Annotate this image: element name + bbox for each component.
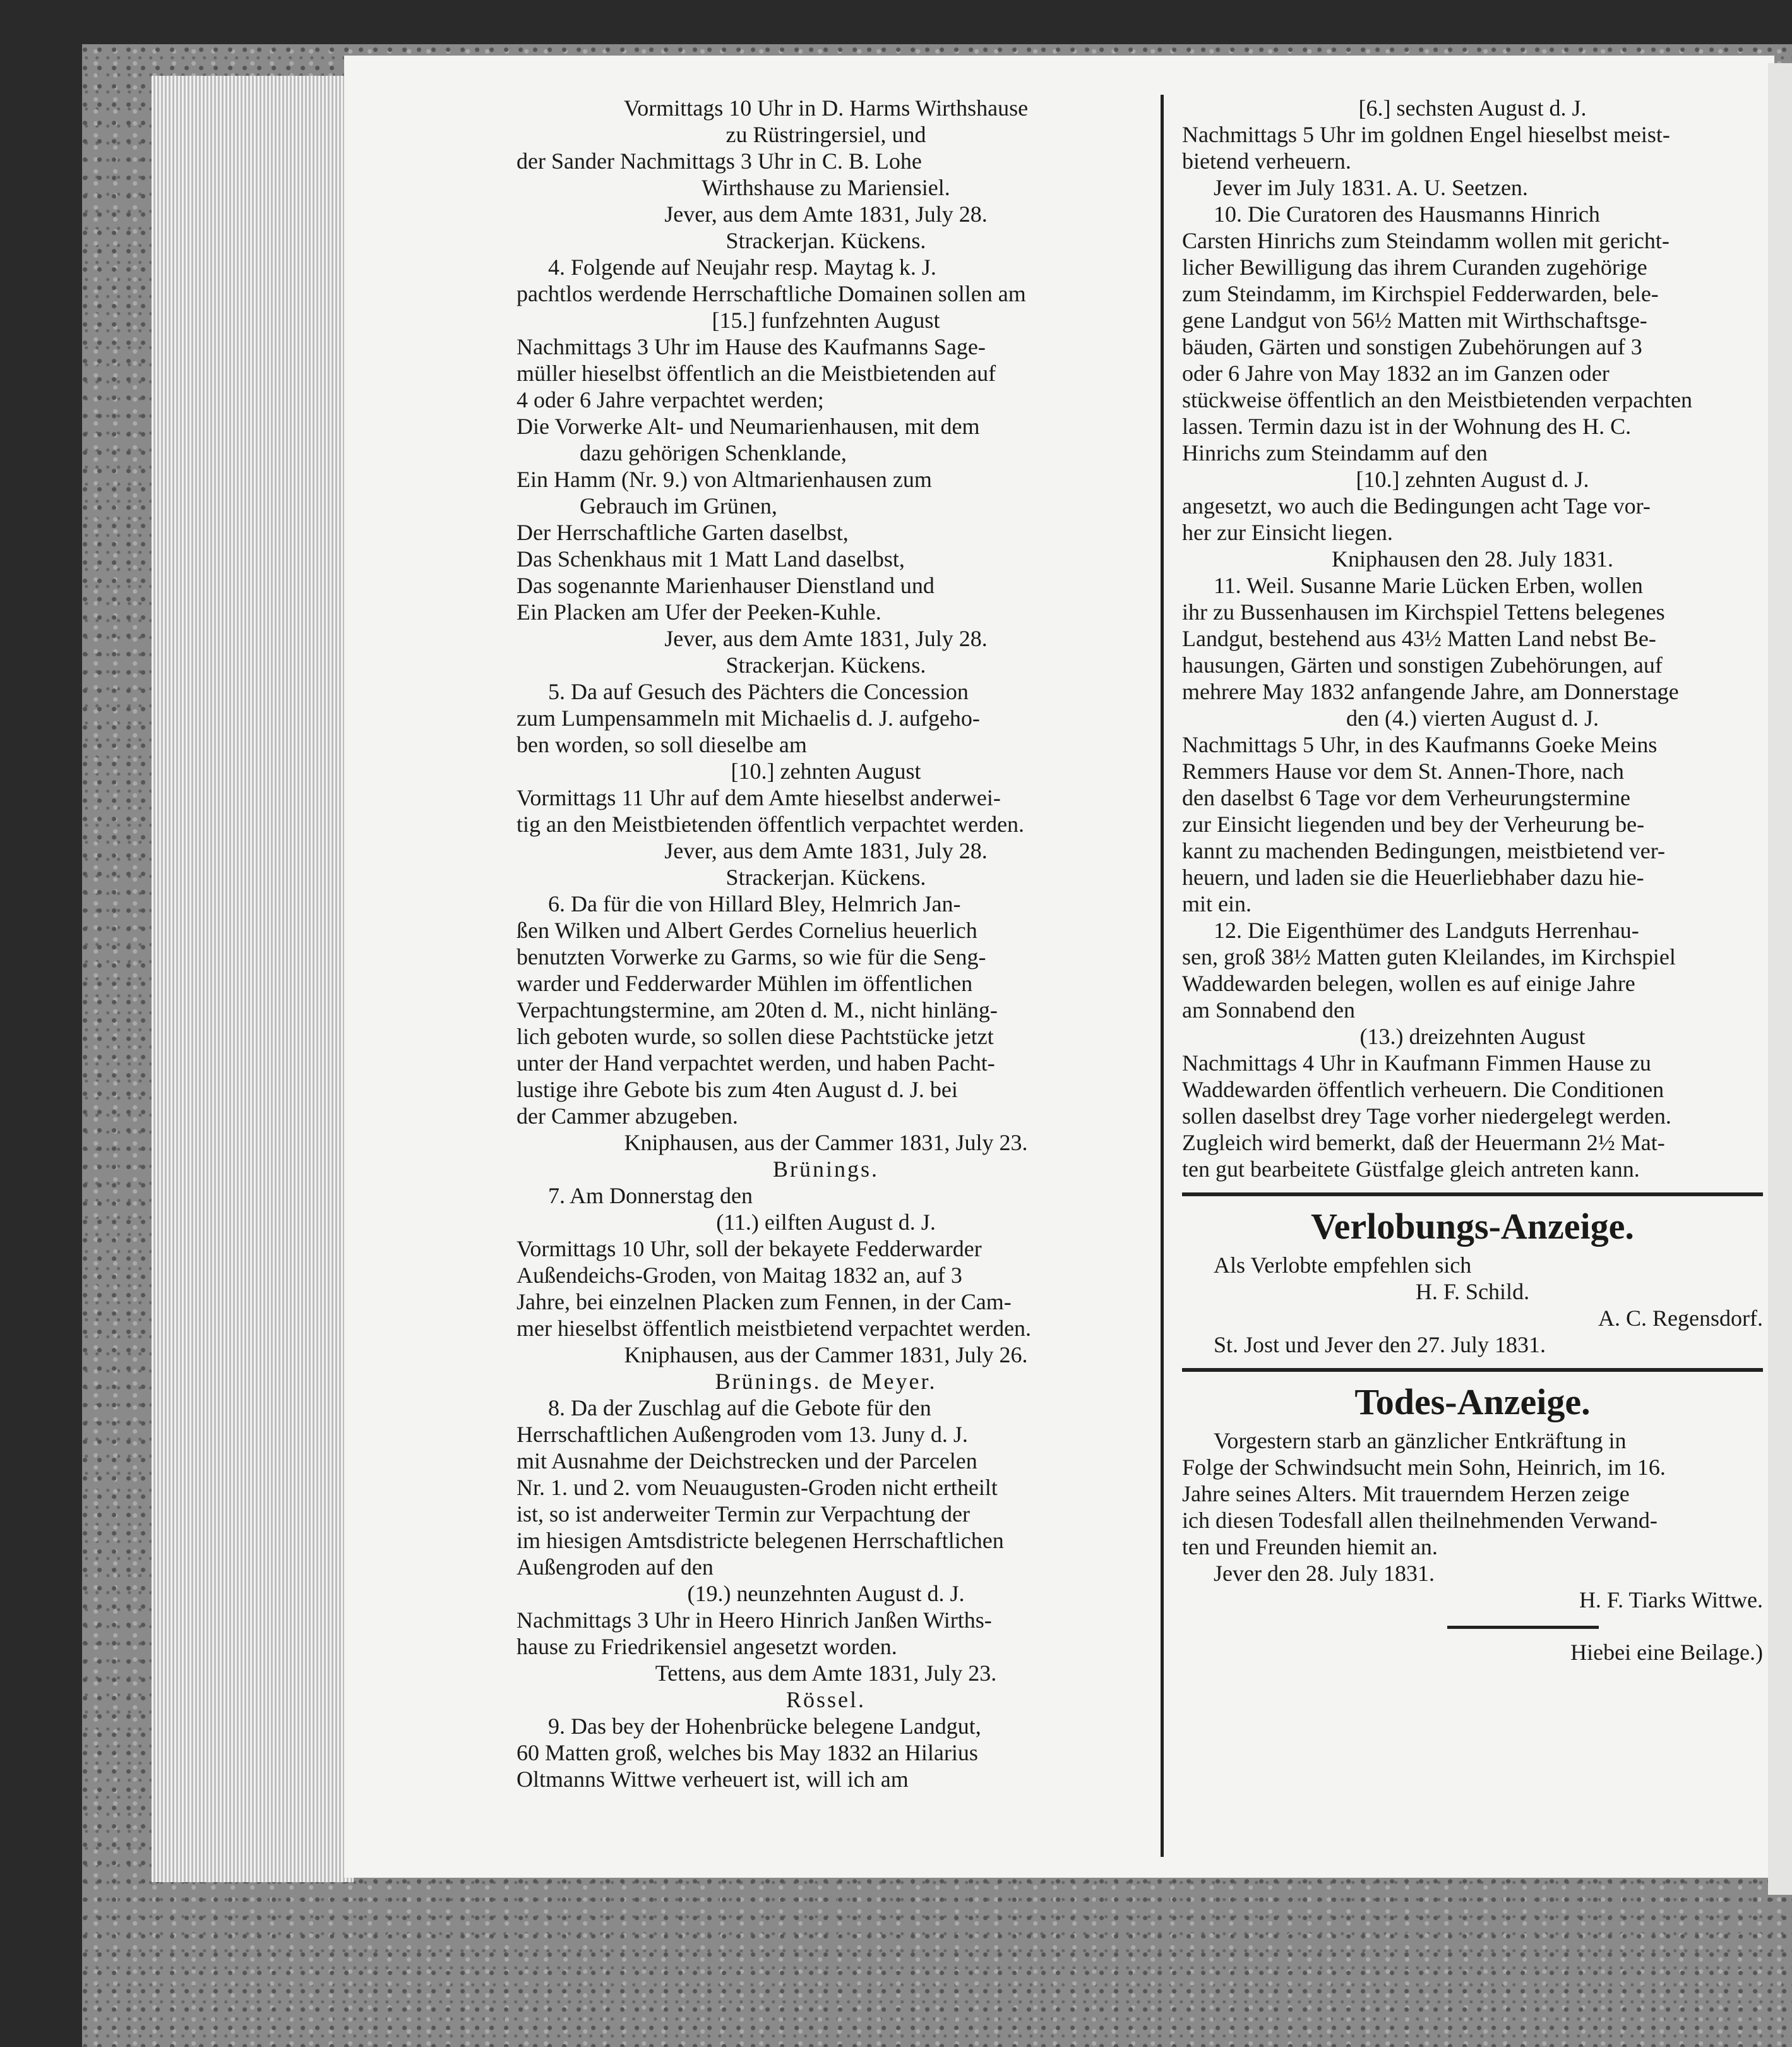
death-heading: Todes-Anzeige.	[1354, 1381, 1591, 1422]
text-line: heuern, und laden sie die Heuerliebhaber dazu hie-	[1182, 865, 1644, 890]
text-line: kannt zu machenden Bedingungen, meistbietend ver-	[1182, 838, 1666, 863]
text-line: dazu gehörigen Schenklande,	[580, 440, 847, 465]
text-line: Kniphausen, aus der Cammer 1831, July 26.	[624, 1342, 1028, 1367]
text-line: Jever im July 1831. A. U. Seetzen.	[1214, 175, 1528, 200]
text-line: den daselbst 6 Tage vor dem Verheurungstermine	[1182, 785, 1630, 810]
text-line: Nachmittags 5 Uhr im goldnen Engel hieselbst meist-	[1182, 122, 1670, 147]
text-line: stückweise öffentlich an den Meistbietenden verpachten	[1182, 387, 1693, 412]
text-line: zum Lumpensammeln mit Michaelis d. J. aufgeho-	[517, 705, 980, 731]
text-line: mehrere May 1832 anfangende Jahre, am Donnerstage	[1182, 679, 1679, 704]
text-line: Jever, aus dem Amte 1831, July 28.	[664, 838, 988, 863]
text-line: Jever, aus dem Amte 1831, July 28.	[664, 626, 988, 651]
text-line: licher Bewilligung das ihrem Curanden zugehörige	[1182, 255, 1647, 280]
text-line: zu Rüstringersiel, und	[726, 122, 926, 147]
text-line: hausungen, Gärten und sonstigen Zubehörungen, auf	[1182, 652, 1663, 678]
text-line: benutzten Vorwerke zu Garms, so wie für die Seng-	[517, 944, 986, 969]
text-line: Herrschaftlichen Außengroden vom 13. Juny d. J.	[517, 1422, 968, 1447]
text-line: müller hieselbst öffentlich an die Meistbietenden auf	[517, 361, 996, 386]
text-line: ßen Wilken und Albert Gerdes Cornelius heuerlich	[517, 918, 977, 943]
text-line: 10. Die Curatoren des Hausmanns Hinrich	[1214, 201, 1600, 227]
text-line: Jever den 28. July 1831.	[1214, 1561, 1435, 1586]
text-line: Zugleich wird bemerkt, daß der Heuermann 2½ Mat-	[1182, 1130, 1665, 1155]
text-line: zum Steindamm, im Kirchspiel Fedderwarden, bele-	[1182, 281, 1659, 306]
text-line: sollen daselbst drey Tage vorher niedergelegt werden.	[1182, 1103, 1671, 1129]
text-line: Oltmanns Wittwe verheuert ist, will ich am	[517, 1767, 909, 1792]
text-line: hause zu Friedrikensiel angesetzt worden.	[517, 1634, 897, 1659]
text-line: Vormittags 10 Uhr in D. Harms Wirthshause	[623, 95, 1029, 121]
text-line: Jahre seines Alters. Mit trauerndem Herzen zeige	[1182, 1481, 1630, 1506]
text-line: pachtlos werdende Herrschaftliche Domainen sollen am	[517, 281, 1026, 306]
text-line: Vormittags 10 Uhr, soll der bekayete Fedderwarder	[517, 1236, 982, 1261]
text-line: 5. Da auf Gesuch des Pächters die Concession	[548, 679, 969, 704]
text-line: warder und Fedderwarder Mühlen im öffentlichen	[517, 971, 973, 996]
column-divider	[1161, 95, 1164, 1857]
supplement-note: Hiebei eine Beilage.)	[1570, 1640, 1763, 1665]
text-line: Strackerjan. Kückens.	[726, 865, 926, 890]
text-line: Nr. 1. und 2. vom Neuaugusten-Groden nicht ertheilt	[517, 1475, 998, 1500]
text-line: Kniphausen, aus der Cammer 1831, July 23.	[624, 1130, 1028, 1155]
text-line: (11.) eilften August d. J.	[716, 1210, 936, 1235]
text-line: mit Ausnahme der Deichstrecken und der Parcelen	[517, 1448, 977, 1474]
death-notice	[1182, 1427, 1763, 1613]
text-line: Brünings. de Meyer.	[715, 1369, 937, 1394]
text-line: [6.] sechsten August d. J.	[1358, 95, 1587, 121]
text-line: her zur Einsicht liegen.	[1182, 520, 1393, 545]
text-line: lassen. Termin dazu ist in der Wohnung des H. C.	[1182, 414, 1632, 439]
text-line: bietend verheuern.	[1182, 148, 1351, 174]
text-line: Waddewarden belegen, wollen es auf einige Jahre	[1182, 971, 1635, 996]
short-rule	[1447, 1626, 1599, 1629]
text-line: ten und Freunden hiemit an.	[1182, 1534, 1438, 1559]
text-line: Außendeichs-Groden, von Maitag 1832 an, auf 3	[517, 1263, 962, 1288]
text-line: Der Herrschaftliche Garten daselbst,	[517, 520, 849, 545]
text-line: Folge der Schwindsucht mein Sohn, Heinrich, im 16.	[1182, 1455, 1666, 1480]
text-line: zur Einsicht liegenden und bey der Verheurung be-	[1182, 812, 1645, 837]
text-line: ten gut bearbeitete Güstfalge gleich antreten kann.	[1182, 1156, 1640, 1182]
text-line: Strackerjan. Kückens.	[726, 652, 926, 678]
text-line: Carsten Hinrichs zum Steindamm wollen mit gericht-	[1182, 228, 1670, 253]
text-line: Rössel.	[785, 1687, 866, 1712]
text-line: Ein Placken am Ufer der Peeken-Kuhle.	[517, 599, 881, 625]
text-line: mer hieselbst öffentlich meistbietend verpachtet werden.	[517, 1316, 1032, 1341]
text-line: Tettens, aus dem Amte 1831, July 23.	[655, 1660, 997, 1686]
text-line: Nachmittags 5 Uhr, in des Kaufmanns Goeke Meins	[1182, 732, 1658, 757]
text-line: der Cammer abzugeben.	[517, 1103, 738, 1129]
text-line: Jever, aus dem Amte 1831, July 28.	[664, 201, 988, 227]
text-line: im hiesigen Amtsdistricte belegenen Herrschaftlichen	[517, 1528, 1004, 1553]
text-line: angesetzt, wo auch die Bedingungen acht Tage vor-	[1182, 493, 1651, 519]
text-line: Waddewarden öffentlich verheuern. Die Conditionen	[1182, 1077, 1664, 1102]
text-line: Die Vorwerke Alt- und Neumarienhausen, mit dem	[517, 414, 980, 439]
right-column	[1182, 95, 1763, 1666]
text-line: gene Landgut von 56½ Matten mit Wirthschaftsge-	[1182, 308, 1647, 333]
text-line: ich diesen Todesfall allen theilnehmenden Verwand-	[1182, 1508, 1658, 1533]
text-line: Nachmittags 3 Uhr in Heero Hinrich Janßen Wirths-	[517, 1607, 992, 1633]
text-line: 11. Weil. Susanne Marie Lücken Erben, wollen	[1214, 573, 1643, 598]
text-line: Jahre, bei einzelnen Placken zum Fennen, in der Cam-	[517, 1289, 1012, 1314]
text-line: den (4.) vierten August d. J.	[1346, 705, 1599, 731]
text-line: (19.) neunzehnten August d. J.	[687, 1581, 965, 1606]
text-line: 60 Matten groß, welches bis May 1832 an Hilarius	[517, 1740, 978, 1765]
text-line: Nachmittags 4 Uhr in Kaufmann Fimmen Hause zu	[1182, 1050, 1651, 1076]
text-line: H. F. Tiarks Wittwe.	[1579, 1587, 1763, 1612]
text-line: lich geboten wurde, so sollen diese Pachtstücke jetzt	[517, 1024, 994, 1049]
left-column	[517, 95, 1135, 1792]
text-line: ist, so ist anderweiter Termin zur Verpachtung der	[517, 1501, 970, 1527]
text-line: Als Verlobte empfehlen sich	[1214, 1252, 1472, 1278]
text-line: sen, groß 38½ Matten guten Kleilandes, im Kirchspiel	[1182, 944, 1676, 969]
text-line: Gebrauch im Grünen,	[580, 493, 777, 519]
text-line: oder 6 Jahre von May 1832 an im Ganzen oder	[1182, 361, 1610, 386]
text-line: (13.) dreizehnten August	[1359, 1024, 1586, 1049]
text-line: Wirthshause zu Mariensiel.	[702, 175, 950, 200]
text-line: Vorgestern starb an gänzlicher Entkräftung in	[1214, 1428, 1627, 1453]
text-line: 12. Die Eigenthümer des Landguts Herrenhau-	[1214, 918, 1639, 943]
text-line: lustige ihre Gebote bis zum 4ten August d. J. bei	[517, 1077, 958, 1102]
text-line: Remmers Hause vor dem St. Annen-Thore, nach	[1182, 759, 1624, 784]
text-line: Hinrichs zum Steindamm auf den	[1182, 440, 1488, 465]
text-line: Vormittags 11 Uhr auf dem Amte hieselbst anderwei-	[517, 785, 1001, 810]
section-rule	[1182, 1192, 1763, 1196]
text-line: am Sonnabend den	[1182, 997, 1355, 1023]
engagement-notice	[1182, 1252, 1763, 1358]
text-line: St. Jost und Jever den 27. July 1831.	[1214, 1332, 1546, 1357]
text-line: Nachmittags 3 Uhr im Hause des Kaufmanns Sage-	[517, 334, 986, 359]
text-line: [15.] funfzehnten August	[712, 308, 940, 333]
text-line: 8. Da der Zuschlag auf die Gebote für den	[548, 1395, 931, 1420]
text-line: unter der Hand verpachtet werden, und haben Pacht-	[517, 1050, 995, 1076]
text-line: ben worden, so soll dieselbe am	[517, 732, 807, 757]
text-line: Ein Hamm (Nr. 9.) von Altmarienhausen zum	[517, 467, 932, 492]
text-line: 6. Da für die von Hillard Bley, Helmrich Jan-	[548, 891, 961, 916]
text-line: [10.] zehnten August d. J.	[1356, 467, 1589, 492]
text-line: 9. Das bey der Hohenbrücke belegene Landgut,	[548, 1714, 981, 1739]
next-page-edge	[1768, 63, 1792, 1895]
text-line: H. F. Schild.	[1415, 1279, 1530, 1304]
text-line: Kniphausen den 28. July 1831.	[1332, 546, 1613, 572]
section-rule	[1182, 1368, 1763, 1372]
text-line: A. C. Regensdorf.	[1598, 1306, 1763, 1331]
engagement-heading: Verlobungs-Anzeige.	[1311, 1206, 1634, 1247]
text-line: 7. Am Donnerstag den	[548, 1183, 753, 1208]
text-line: mit ein.	[1182, 891, 1251, 916]
right-notices	[1182, 95, 1763, 1182]
text-line: Das sogenannte Marienhauser Dienstland und	[517, 573, 935, 598]
text-line: der Sander Nachmittags 3 Uhr in C. B. Lohe	[517, 148, 922, 174]
page-edges	[152, 76, 354, 1882]
text-line: Außengroden auf den	[517, 1554, 714, 1580]
text-line: bäuden, Gärten und sonstigen Zubehörungen auf 3	[1182, 334, 1642, 359]
text-line: tig an den Meistbietenden öffentlich verpachtet werden.	[517, 812, 1025, 837]
text-line: Strackerjan. Kückens.	[726, 228, 926, 253]
text-line: ihr zu Bussenhausen im Kirchspiel Tettens belegenes	[1182, 599, 1665, 625]
text-line: Das Schenkhaus mit 1 Matt Land daselbst,	[517, 546, 905, 572]
text-line: Landgut, bestehend aus 43½ Matten Land nebst Be-	[1182, 626, 1656, 651]
text-line: [10.] zehnten August	[731, 759, 921, 784]
text-line: Brünings.	[772, 1156, 879, 1182]
text-line: Verpachtungstermine, am 20ten d. M., nicht hinläng-	[517, 997, 998, 1023]
text-line: 4. Folgende auf Neujahr resp. Maytag k. J.	[548, 255, 936, 280]
text-line: 4 oder 6 Jahre verpachtet werden;	[517, 387, 824, 412]
